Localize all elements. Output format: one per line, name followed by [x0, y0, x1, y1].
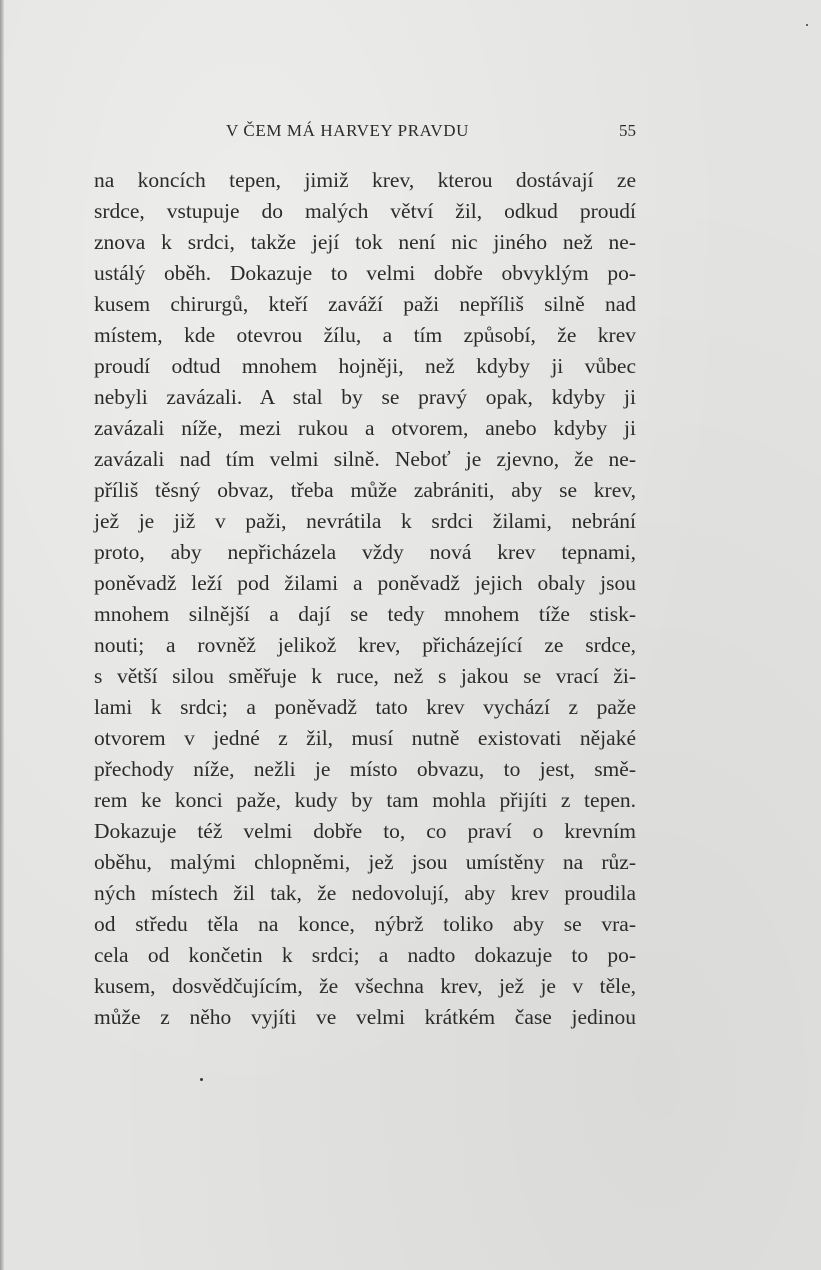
page-number: 55 [619, 121, 636, 140]
text-line: lami k srdci; a poněvadž tato krev vychází z paže [94, 695, 636, 719]
text-line: ustálý oběh. Dokazuje to velmi dobře obvyklým po- [94, 261, 636, 285]
text-line: cela od končetin k srdci; a nadto dokazuje to po- [94, 943, 636, 967]
text-line: znova k srdci, takže její tok není nic jiného než ne- [94, 230, 636, 254]
print-speck [200, 1078, 203, 1081]
text-line: nouti; a rovněž jelikož krev, přicházející ze srdce, [94, 633, 636, 657]
text-line: kusem chirurgů, kteří zaváží paži nepříliš silně nad [94, 292, 636, 316]
text-line: může z něho vyjíti ve velmi krátkém čase jedinou [94, 1005, 636, 1029]
text-line: otvorem v jedné z žil, musí nutně existovati nějaké [94, 726, 636, 750]
running-head-title: V ČEM MÁ HARVEY PRAVDU [226, 121, 469, 140]
text-line: Dokazuje též velmi dobře to, co praví o krevním [94, 819, 636, 843]
text-line: oběhu, malými chlopněmi, jež jsou umístěny na růz- [94, 850, 636, 874]
running-head [94, 118, 636, 144]
text-line: kusem, dosvědčujícím, že všechna krev, jež je v těle, [94, 974, 636, 998]
text-line: zavázali níže, mezi rukou a otvorem, anebo kdyby ji [94, 416, 636, 440]
text-line: rem ke konci paže, kudy by tam mohla přijíti z tepen. [94, 788, 636, 812]
text-line: ných místech žil tak, že nedovolují, aby krev proudila [94, 881, 636, 905]
text-line: nebyli zavázali. A stal by se pravý opak, kdyby ji [94, 385, 636, 409]
text-line: proudí odtud mnohem hojněji, než kdyby ji vůbec [94, 354, 636, 378]
page-edge-shadow [0, 0, 4, 1270]
text-line: příliš těsný obvaz, třeba může zabrániti, aby se krev, [94, 478, 636, 502]
text-line: na koncích tepen, jimiž krev, kterou dostávají ze [94, 168, 636, 192]
text-line: s větší silou směřuje k ruce, než s jakou se vrací ži- [94, 664, 636, 688]
text-line: proto, aby nepřicházela vždy nová krev tepnami, [94, 540, 636, 564]
text-line: jež je již v paži, nevrátila k srdci žilami, nebrání [94, 509, 636, 533]
body-text [94, 165, 636, 1033]
text-line: srdce, vstupuje do malých větví žil, odkud proudí [94, 199, 636, 223]
text-line: přechody níže, nežli je místo obvazu, to jest, smě- [94, 757, 636, 781]
text-line: mnohem silnější a dají se tedy mnohem tíže stisk- [94, 602, 636, 626]
print-speck [806, 24, 808, 26]
text-line: zavázali nad tím velmi silně. Neboť je zjevno, že ne- [94, 447, 636, 471]
text-line: od středu těla na konce, nýbrž toliko aby se vra- [94, 912, 636, 936]
text-line: poněvadž leží pod žilami a poněvadž jejich obaly jsou [94, 571, 636, 595]
text-line: místem, kde otevrou žílu, a tím způsobí, že krev [94, 323, 636, 347]
